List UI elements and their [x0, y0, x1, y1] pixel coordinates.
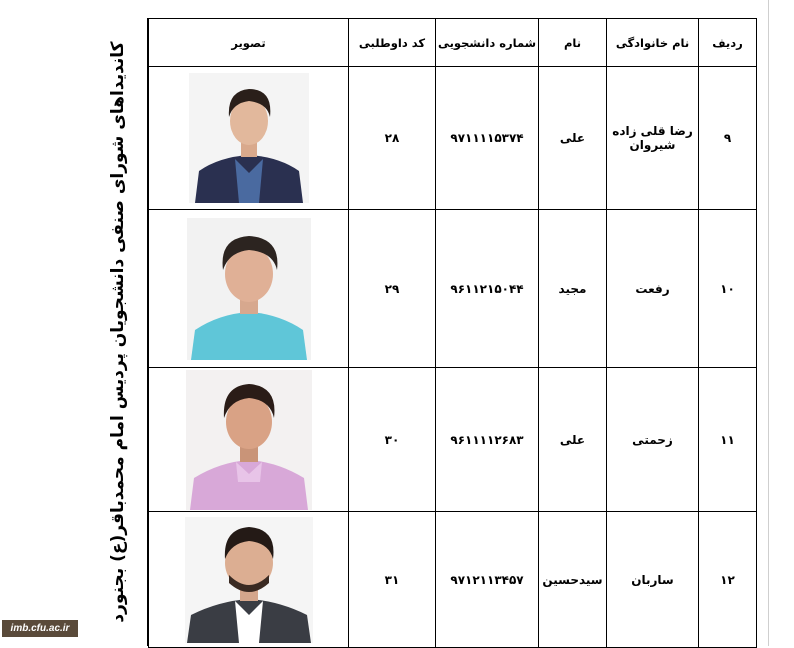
header-family: نام خانوادگی — [607, 19, 699, 67]
family-cell: زحمتی — [607, 368, 699, 512]
code-cell: ۳۱ — [349, 512, 436, 648]
header-name: نام — [539, 19, 607, 67]
row-no-cell: ۱۱ — [699, 368, 757, 512]
photo-cell — [149, 67, 349, 210]
code-cell: ۳۰ — [349, 368, 436, 512]
name-cell: سیدحسین — [539, 512, 607, 648]
name-cell: مجید — [539, 210, 607, 368]
family-cell: رضا قلی زاده شیروان — [607, 67, 699, 210]
row-no-cell: ۱۲ — [699, 512, 757, 648]
candidate-photo — [185, 517, 313, 643]
student-no-cell: ۹۶۱۱۱۱۲۶۸۳ — [436, 368, 539, 512]
family-cell: رفعت — [607, 210, 699, 368]
candidates-table — [148, 18, 757, 648]
code-cell: ۲۹ — [349, 210, 436, 368]
header-code: کد داوطلبی — [349, 19, 436, 67]
row-no-cell: ۹ — [699, 67, 757, 210]
code-cell: ۲۸ — [349, 67, 436, 210]
name-cell: علی — [539, 67, 607, 210]
student-no-cell: ۹۶۱۱۲۱۵۰۴۴ — [436, 210, 539, 368]
family-cell: ساربان — [607, 512, 699, 648]
photo-cell — [149, 512, 349, 648]
table-row — [149, 67, 757, 210]
header-student-no: شماره دانشجویی — [436, 19, 539, 67]
table-row — [149, 512, 757, 648]
student-no-cell: ۹۷۱۲۱۱۳۴۵۷ — [436, 512, 539, 648]
candidate-photo — [189, 73, 309, 203]
page-edge-rule — [768, 0, 769, 646]
photo-cell — [149, 210, 349, 368]
header-row — [149, 19, 757, 67]
header-row-no: ردیف — [699, 19, 757, 67]
table-row — [149, 210, 757, 368]
side-title-cell — [88, 18, 148, 646]
site-watermark: imb.cfu.ac.ir — [2, 620, 78, 637]
candidate-photo — [186, 370, 312, 510]
name-cell: علی — [539, 368, 607, 512]
candidate-photo — [187, 218, 311, 360]
row-no-cell: ۱۰ — [699, 210, 757, 368]
header-photo: تصویر — [149, 19, 349, 67]
photo-cell — [149, 368, 349, 512]
student-no-cell: ۹۷۱۱۱۱۵۳۷۴ — [436, 67, 539, 210]
table-row — [149, 368, 757, 512]
side-title: کاندیداهای شورای صنفی دانشجویان پردیس امام محمدباقر(ع) بجنورد — [107, 41, 128, 623]
